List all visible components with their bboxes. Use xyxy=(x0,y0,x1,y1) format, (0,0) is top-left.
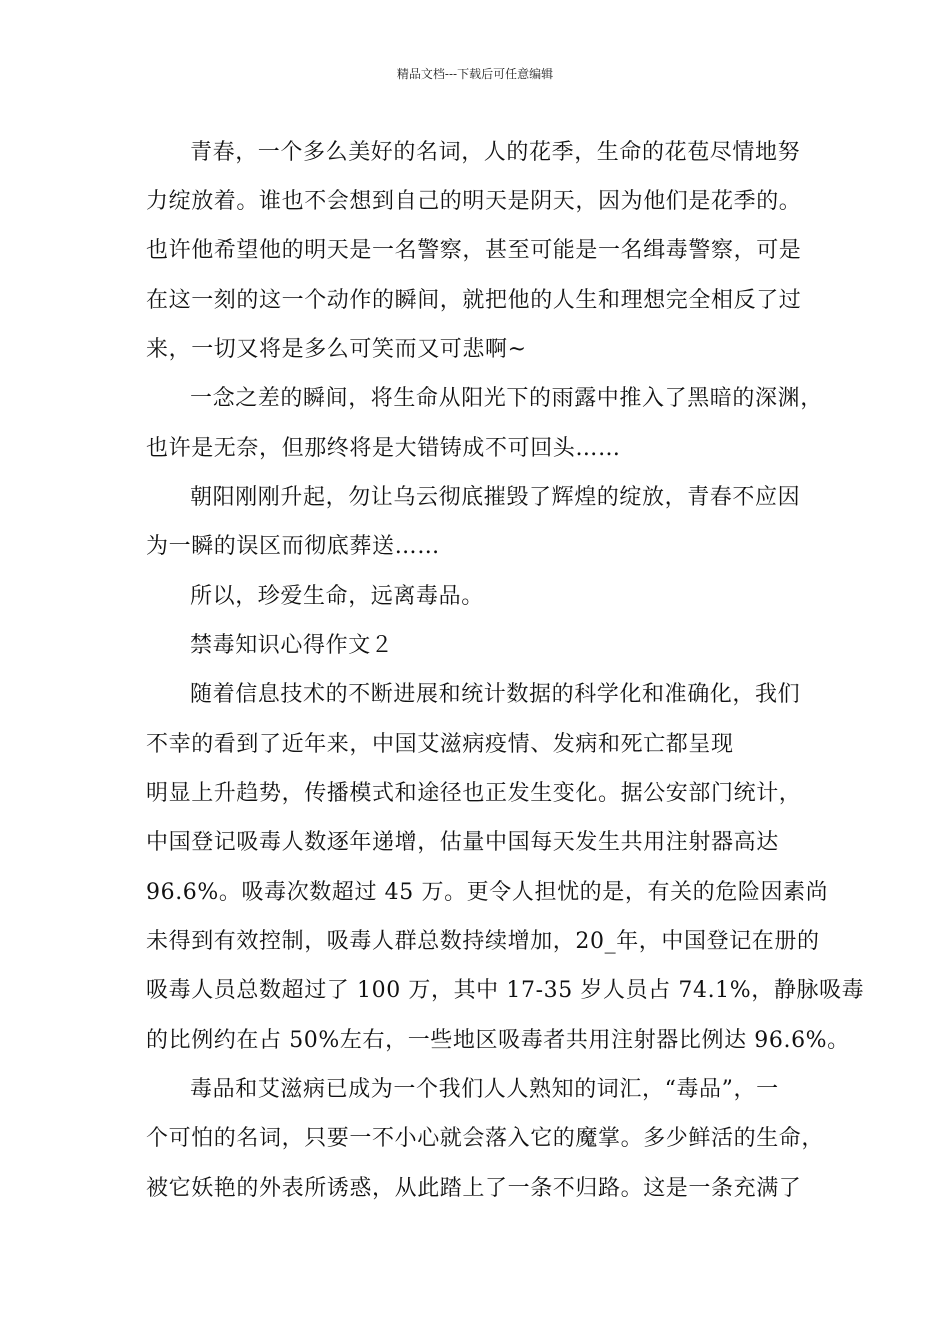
text-line: 不幸的看到了近年来，中国艾滋病疫情、发病和死亡都呈现 xyxy=(146,732,734,757)
text-line: 青春，一个多么美好的名词，人的花季，生命的花苞尽情地努 xyxy=(190,140,801,165)
text-line: 的比例约在占 50%左右，一些地区吸毒者共用注射器比例达 96.6%。 xyxy=(146,1028,850,1053)
text-line: 来，一切又将是多么可笑而又可悲啊~ xyxy=(146,337,527,362)
text-line: 明显上升趋势，传播模式和途径也正发生变化。据公安部门统计， xyxy=(146,781,802,806)
text-line: 一念之差的瞬间，将生命从阳光下的雨露中推入了黑暗的深渊， xyxy=(190,386,823,411)
text-line: 所以，珍爱生命，远离毒品。 xyxy=(190,584,484,609)
text-line: 吸毒人员总数超过了 100 万，其中 17-35 岁人员占 74.1%，静脉吸毒 xyxy=(146,978,865,1003)
page-header: 精品文档---下载后可任意编辑 xyxy=(396,67,554,81)
text-line: 个可怕的名词，只要一不小心就会落入它的魔掌。多少鲜活的生命， xyxy=(146,1126,825,1151)
text-line: 也许他希望他的明天是一名警察，甚至可能是一名缉毒警察，可是 xyxy=(146,238,802,263)
text-line: 随着信息技术的不断进展和统计数据的科学化和准确化，我们 xyxy=(190,682,801,707)
text-line: 朝阳刚刚升起，勿让乌云彻底摧毁了辉煌的绽放，青春不应因 xyxy=(190,485,801,510)
text-line: 毒品和艾滋病已成为一个我们人人熟知的词汇，“毒品”，一 xyxy=(190,1077,779,1102)
text-line: 被它妖艳的外表所诱惑，从此踏上了一条不归路。这是一条充满了 xyxy=(146,1176,802,1201)
section-heading: 禁毒知识心得作文２ xyxy=(190,633,394,658)
text-line: 力绽放着。谁也不会想到自己的明天是阴天，因为他们是花季的。 xyxy=(146,189,802,214)
text-line: 未得到有效控制，吸毒人群总数持续增加，20_年，中国登记在册的 xyxy=(146,929,820,954)
text-line: 为一瞬的误区而彻底葬送…… xyxy=(146,534,440,559)
text-line: 在这一刻的这一个动作的瞬间，就把他的人生和理想完全相反了过 xyxy=(146,288,802,313)
text-line: 也许是无奈，但那终将是大错铸成不可回头…… xyxy=(146,436,621,461)
text-line: 中国登记吸毒人数逐年递增，估量中国每天发生共用注射器高达 xyxy=(146,830,779,855)
text-line: 96.6%。吸毒次数超过 45 万。更令人担忧的是，有关的危险因素尚 xyxy=(146,880,829,905)
